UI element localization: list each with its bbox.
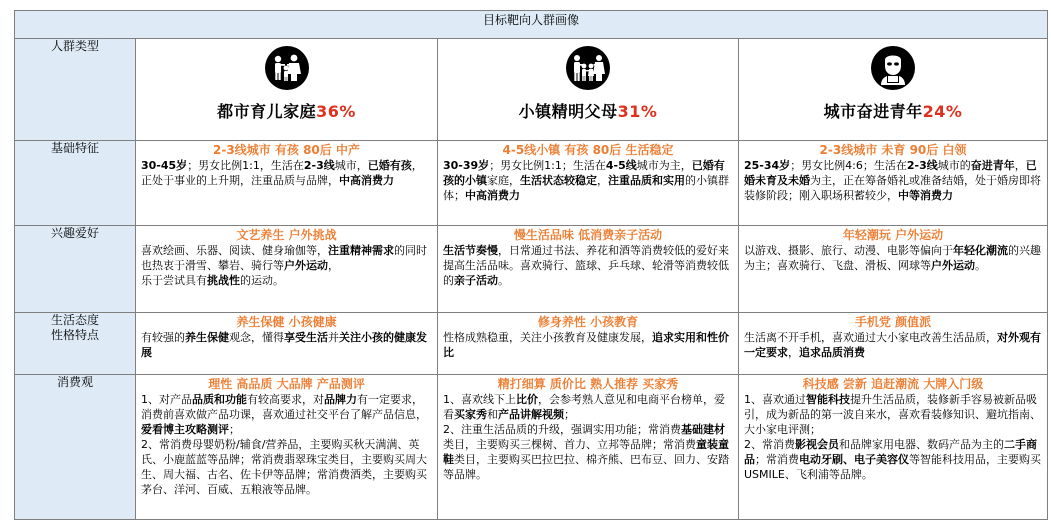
persona-2-basic [438,141,739,226]
persona-2-life [438,313,739,375]
persona-name: 城市奋进青年 [823,102,923,121]
section-body: 1、喜欢线下上比价，会参考熟人意见和电商平台榜单，爱看买家秀和产品讲解视频； 2、注重生活品质的升级，强调实用功能；常消费基础建材类目，主要购买三棵树、首力、立邦等品牌；常消费童装童鞋类目，主要购买巴拉巴拉、棉齐熊、巴布豆、回力、安踏等品牌。 [443,393,729,481]
persona-name: 小镇精明父母 [518,102,618,121]
section-body: 25-34岁；男女比例4:6；生活在2-3线城市的奋进青年，已婚未育及未婚为主，正在筹备婚礼或准备结婚，处于婚房即将装修阶段；刚入职场积蓄较少，中等消费力 [744,159,1041,202]
persona-header-2 [438,39,739,141]
persona-3-basic [739,141,1048,226]
section-body: 生活离不开手机，喜欢通过大小家电改善生活品质，对外观有一定要求，追求品质消费 [744,331,1041,359]
persona-header-3 [739,39,1048,141]
section-subtitle: 精打细算 质价比 熟人推荐 买家秀 [497,377,679,391]
row-label-hobby: 兴趣爱好 [15,226,136,313]
persona-2-consume [438,375,739,520]
section-subtitle: 2-3线城市 未育 90后 白领 [819,143,967,157]
section-body: 30-39岁；男女比例1:1；生活在4-5线城市为主，已婚有孩的小镇家庭，生活状态较稳定，注重品质和实用的小镇群体；中高消费力 [443,159,729,202]
row-label-life: 生活态度 性格特点 [15,313,136,375]
section-body: 1、喜欢通过智能科技提升生活品质，装修新手容易被新品吸引，成为新品的第一波自来水，喜欢看装修知识、避坑指南、大小家电评测； 2、常消费影视会员和品牌家用电器、数码产品为主的二手商品；常消费电动牙刷、电子美容仪等智能科技用品，主要购买USMILE、飞利浦等品牌。 [744,393,1041,481]
parents-children-icon [566,46,610,90]
section-body: 30-45岁；男女比例1:1，生活在2-3线城市，已婚有孩，正处于事业的上升期，注重品质与品牌，中高消费力 [141,159,423,187]
section-subtitle: 4-5线小镇 有孩 80后 生活稳定 [502,143,674,157]
section-subtitle: 理性 高品质 大品牌 产品测评 [208,377,365,391]
persona-percent: 31% [617,102,658,121]
section-subtitle: 年轻潮玩 户外运动 [842,228,944,242]
section-subtitle: 文艺养生 户外挑战 [236,228,337,242]
persona-name: 都市育儿家庭 [217,102,317,121]
persona-1-life [136,313,438,375]
persona-3-hobby [739,226,1048,313]
family-icon [265,46,309,90]
section-subtitle: 慢生活品味 低消费亲子活动 [513,228,663,242]
row-label-consume: 消费观 [15,375,136,520]
young-worker-icon [871,46,915,90]
persona-percent: 24% [922,102,963,121]
persona-header-1 [136,39,438,141]
persona-3-consume [739,375,1048,520]
persona-3-life [739,313,1048,375]
persona-table [14,10,1048,520]
persona-2-hobby [438,226,739,313]
persona-1-basic [136,141,438,226]
persona-percent: 36% [316,102,356,121]
section-subtitle: 手机党 颜值派 [854,315,932,329]
section-subtitle: 科技感 尝新 追赶潮流 大牌入门级 [802,377,984,391]
row-label-type: 人群类型 [15,39,136,141]
section-body: 性格成熟稳重，关注小孩教育及健康发展，追求实用和性价比 [443,331,729,359]
table-title: 目标靶向人群画像 [15,11,1048,39]
section-body: 生活节奏慢，日常通过书法、养花和酒等消费较低的爱好来提高生活品味。喜欢骑行、篮球、乒乓球、轮滑等消费较低的亲子活动。 [443,244,729,287]
persona-1-consume [136,375,438,520]
persona-1-hobby [136,226,438,313]
section-body: 1、对产品品质和功能有较高要求，对品牌力有一定要求，消费前喜欢做产品功课，喜欢通过社交平台了解产品信息，爱看博主攻略测评； 2、常消费母婴奶粉/辅食/营养品，主要购买秋天满满、英氏、小鹿蓝蓝等品牌；常消费翡翠珠宝类目，主要购买周大生、周大福、古名、佐卡伊等品牌；常消费酒类，主要购买茅台、洋河、百威、五粮液等品牌。 [141,393,427,496]
section-body: 喜欢绘画、乐器、阅读、健身瑜伽等，注重精神需求的同时也热衷于滑雪、攀岩、骑行等户外运动， 乐于尝试具有挑战性的运动。 [141,244,427,287]
row-label-basic: 基础特征 [15,141,136,226]
section-subtitle: 修身养性 小孩教育 [537,315,639,329]
section-body: 有较强的养生保健观念，懂得享受生活并关注小孩的健康发展 [141,331,427,359]
section-body: 以游戏、摄影、旅行、动漫、电影等偏向于年轻化潮流的兴趣为主；喜欢骑行、飞盘、滑板、网球等户外运动。 [744,244,1041,272]
section-subtitle: 2-3线城市 有孩 80后 中产 [213,143,360,157]
section-subtitle: 养生保健 小孩健康 [236,315,337,329]
